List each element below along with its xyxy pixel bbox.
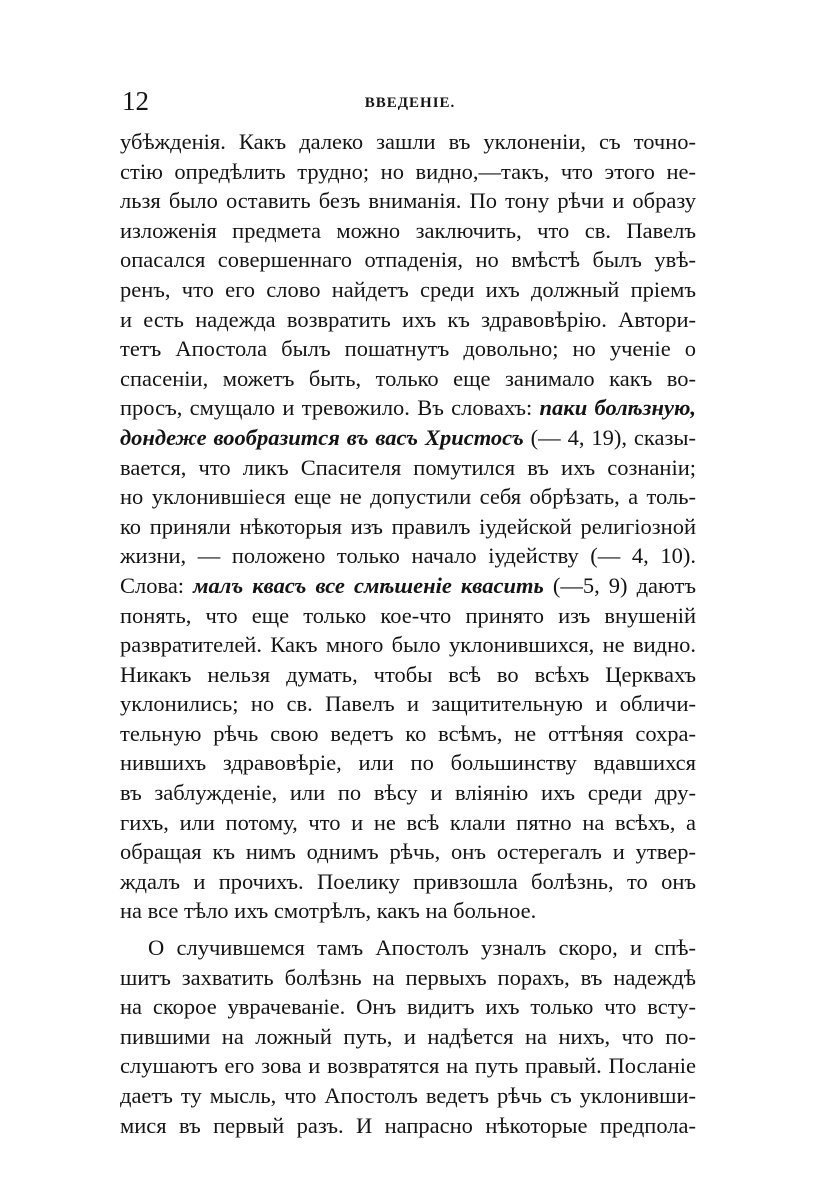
- text-line: ко приняли нѣкоторыя изъ правилъ іудейской религіозной: [120, 513, 696, 539]
- text-line: стію опредѣлить трудно; но видно,—такъ, что этого не-: [120, 158, 696, 184]
- text-line: развратителей. Какъ много было уклонившихся, не видно.: [120, 632, 696, 658]
- text-line: жизни, — положено только начало іудейству (— 4, 10).: [120, 543, 696, 569]
- text-line: дондеже вообразится въ васъ Христосъ (— 4, 19), сказы-: [120, 424, 696, 450]
- text-line: на все тѣло ихъ смотрѣлъ, какъ на больное.: [120, 898, 537, 924]
- text-line: тельную рѣчь свою ведетъ ко всѣмъ, не оттѣняя сохра-: [120, 720, 696, 746]
- text-line: обращая къ нимъ однимъ рѣчь, онъ остерегалъ и утвер-: [120, 839, 696, 865]
- text-line: въ заблужденіе, или по вѣсу и вліянію ихъ среди дру-: [120, 780, 696, 806]
- text-line: слушаютъ его зова и возвратятся на путь правый. Посланіе: [120, 1053, 696, 1079]
- text-line: изложенія предмета можно заключить, что св. Павелъ: [120, 217, 696, 243]
- text-line: спасеніи, можетъ быть, только еще занимало какъ во-: [120, 365, 696, 391]
- italic-phrase: дондеже вообразится въ васъ Христосъ: [120, 424, 524, 450]
- text-line: и есть надежда возвратить ихъ къ здравовѣрію. Автори-: [120, 306, 696, 332]
- italic-phrase: паки болѣзную,: [539, 395, 696, 421]
- text-line: вается, что ликъ Спасителя помутился въ ихъ сознаніи;: [120, 454, 696, 480]
- text-line: Никакъ нельзя думать, чтобы всѣ во всѣхъ Церквахъ: [120, 661, 696, 687]
- text-line: но уклонившіеся еще не допустили себя обрѣзать, а толь-: [120, 484, 696, 510]
- text-line: ренъ, что его слово найдетъ среди ихъ должный пріемъ: [120, 276, 696, 302]
- text-line: Слова: малъ квасъ все смѣшеніе квасить (—5, 9) даютъ: [120, 572, 697, 598]
- text-line: понять, что еще только кое-что принято изъ внушеній: [120, 602, 696, 628]
- body-text: [120, 127, 696, 1140]
- text-line: О случившемся тамъ Апостолъ узналъ скоро, и спѣ-: [148, 935, 696, 961]
- text-line: пившими на ложный путь, и надѣется на нихъ, что по-: [120, 1023, 696, 1049]
- text-line: льзя было оставить безъ вниманія. По тону рѣчи и образу: [120, 188, 696, 214]
- text-line: уклонились; но св. Павелъ и защитительную и обличи-: [120, 691, 696, 717]
- text-line: нившихъ здравовѣріе, или по большинству вдавшихся: [120, 750, 696, 776]
- text-line: тетъ Апостола былъ пошатнутъ довольно; но ученіе о: [120, 336, 696, 362]
- text-line: мися въ первый разъ. И напрасно нѣкоторые предпола-: [120, 1112, 696, 1138]
- text-line: просъ, смущало и тревожило. Въ словахъ: паки болѣзную,: [120, 395, 696, 421]
- text-line: шитъ захватить болѣзнь на первыхъ порахъ, въ надеждѣ: [120, 964, 696, 990]
- text-line: опасался совершеннаго отпаденія, но вмѣстѣ былъ увѣ-: [120, 247, 696, 273]
- text-line: на скорое уврачеваніе. Онъ видитъ ихъ только что всту-: [120, 994, 696, 1020]
- italic-phrase: малъ квасъ все смѣшеніе квасить: [193, 572, 544, 598]
- page-header: [122, 84, 698, 118]
- running-head: ВВЕДЕНІЕ.: [364, 95, 456, 111]
- text-line: даетъ ту мысль, что Апостолъ ведетъ рѣчь съ уклонивши-: [120, 1083, 696, 1108]
- text-line: гихъ, или потому, что и не всѣ клали пятно на всѣхъ, а: [120, 809, 696, 835]
- text-line: убѣжденія. Какъ далеко зашли въ уклоненіи, съ точно-: [120, 129, 696, 154]
- text-line: ждалъ и прочихъ. Поелику привзошла болѣзнь, то онъ: [120, 868, 696, 894]
- page-number: 12: [122, 86, 149, 116]
